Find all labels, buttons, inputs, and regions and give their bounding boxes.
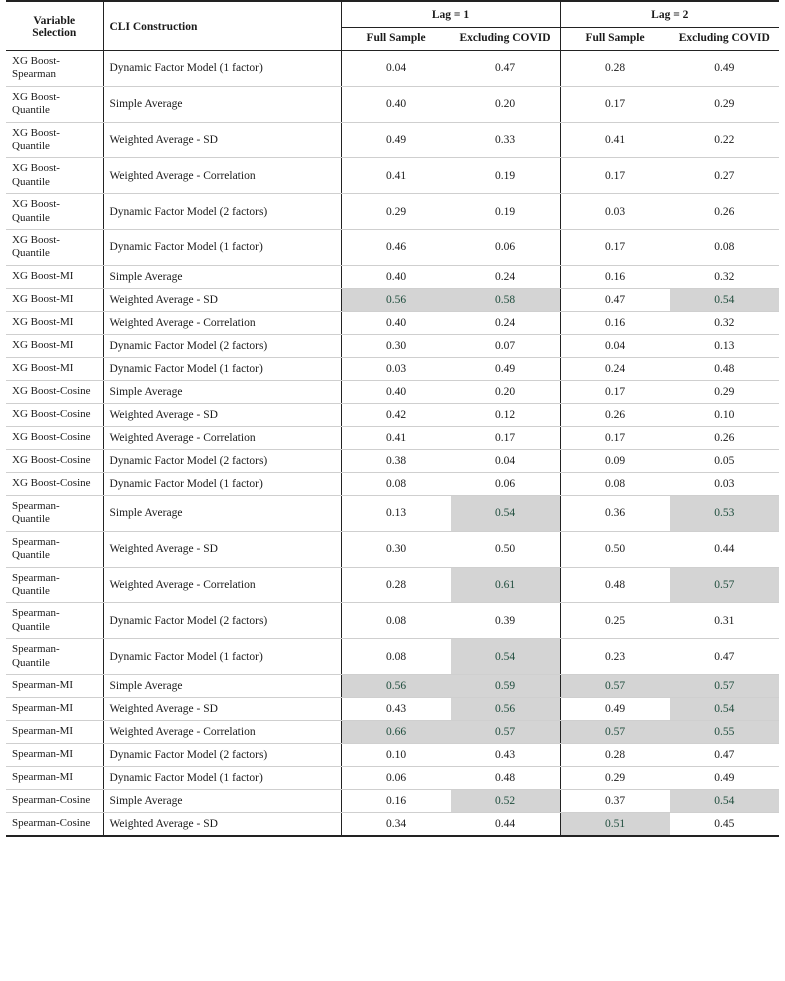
cell-variable-selection: Spearman-Cosine: [12, 817, 91, 830]
cell-variable-selection: XG Boost-Quantile: [6, 230, 103, 266]
table-row: [6, 403, 779, 426]
cell-cli-construction: Dynamic Factor Model (1 factor): [103, 357, 341, 380]
cell-lag1-full-sample: 0.30: [341, 531, 451, 567]
cell-cli-construction: Dynamic Factor Model (2 factors): [103, 194, 341, 230]
cell-lag2-excluding-covid: 0.13: [670, 334, 780, 357]
cell-cli-construction: Dynamic Factor Model (1 factor): [103, 639, 341, 675]
table-row: [6, 473, 779, 496]
cell-cli-construction: Weighted Average - Correlation: [103, 721, 341, 744]
header-lag-2: Lag = 2: [560, 1, 779, 28]
cell-lag1-full-sample: 0.40: [341, 265, 451, 288]
table-head: [6, 1, 779, 51]
cell-lag2-full-sample: 0.23: [560, 639, 670, 675]
cell-lag1-excluding-covid: 0.47: [451, 51, 561, 87]
cell-lag2-excluding-covid: 0.54: [670, 698, 780, 721]
cell-cli-construction: Simple Average: [103, 496, 341, 532]
cell-lag1-full-sample: 0.40: [341, 311, 451, 334]
cell-variable-selection: Spearman-Quantile: [6, 639, 103, 675]
cell-lag2-excluding-covid: 0.54: [670, 790, 780, 813]
cell-variable-selection: XG Boost-MI: [6, 265, 103, 288]
cell-cli-construction: Simple Average: [103, 86, 341, 122]
cell-lag1-full-sample: 0.41: [341, 426, 451, 449]
cell-variable-selection: XG Boost-Cosine: [6, 380, 103, 403]
cell-lag2-excluding-covid: 0.45: [714, 818, 735, 831]
cell-lag1-excluding-covid: 0.24: [451, 311, 561, 334]
cell-lag2-excluding-covid: 0.27: [670, 158, 780, 194]
cell-cli-construction: Dynamic Factor Model (1 factor): [103, 230, 341, 266]
cell-cli-construction: Dynamic Factor Model (2 factors): [103, 334, 341, 357]
header-lag2-full-sample: Full Sample: [560, 28, 670, 51]
table-row: [6, 767, 779, 790]
cell-lag1-full-sample: 0.10: [341, 744, 451, 767]
cell-lag2-full-sample: 0.57: [560, 721, 670, 744]
cell-cli-construction: Weighted Average - Correlation: [103, 311, 341, 334]
cell-lag1-full-sample: 0.38: [341, 450, 451, 473]
cell-lag2-full-sample: 0.17: [560, 230, 670, 266]
cell-lag2-excluding-covid: 0.05: [670, 450, 780, 473]
cell-variable-selection: Spearman-Quantile: [6, 496, 103, 532]
cell-variable-selection: Spearman-Cosine: [6, 790, 103, 813]
header-lag1-full-sample: Full Sample: [341, 28, 451, 51]
cell-cli-construction: Dynamic Factor Model (2 factors): [103, 744, 341, 767]
cell-lag1-full-sample: 0.03: [341, 357, 451, 380]
cell-lag1-excluding-covid: 0.24: [451, 265, 561, 288]
cell-lag2-excluding-covid: 0.49: [670, 767, 780, 790]
cell-lag1-excluding-covid: 0.61: [451, 567, 561, 603]
cell-lag2-excluding-covid: 0.54: [670, 288, 780, 311]
cell-lag1-excluding-covid: 0.48: [451, 767, 561, 790]
cell-variable-selection: XG Boost-Quantile: [6, 86, 103, 122]
table-row: [6, 698, 779, 721]
table-row: [6, 531, 779, 567]
cell-lag2-excluding-covid: 0.44: [670, 531, 780, 567]
cell-lag2-full-sample: 0.26: [560, 403, 670, 426]
cell-variable-selection: Spearman-Quantile: [6, 531, 103, 567]
table-row: [6, 265, 779, 288]
cell-cli-construction: Simple Average: [103, 380, 341, 403]
cell-lag1-excluding-covid: 0.52: [451, 790, 561, 813]
cell-lag1-excluding-covid: 0.50: [451, 531, 561, 567]
table-body: [6, 51, 779, 836]
cell-lag2-full-sample: 0.17: [560, 86, 670, 122]
header-variable-selection: Variable Selection: [6, 1, 103, 51]
header-lag2-excluding-covid: Excluding COVID: [670, 28, 780, 51]
cell-lag2-excluding-covid: 0.26: [670, 426, 780, 449]
cell-lag2-full-sample: 0.57: [560, 675, 670, 698]
cell-lag1-full-sample: 0.28: [341, 567, 451, 603]
cell-cli-construction: Simple Average: [103, 790, 341, 813]
cell-lag1-full-sample: 0.16: [341, 790, 451, 813]
cell-lag1-excluding-covid: 0.06: [451, 473, 561, 496]
table-bottom-rule: [6, 835, 779, 837]
cell-lag2-full-sample: 0.29: [560, 767, 670, 790]
cell-lag2-full-sample: 0.03: [560, 194, 670, 230]
cell-variable-selection: Spearman-MI: [6, 721, 103, 744]
table-row: [6, 334, 779, 357]
cell-lag1-full-sample: 0.56: [341, 675, 451, 698]
results-table: [6, 0, 779, 835]
table-row: [6, 567, 779, 603]
cell-lag2-excluding-covid: 0.49: [670, 51, 780, 87]
cell-lag2-excluding-covid: 0.26: [670, 194, 780, 230]
cell-variable-selection: XG Boost-MI: [6, 357, 103, 380]
cell-lag1-excluding-covid: 0.06: [451, 230, 561, 266]
cell-lag2-excluding-covid: 0.57: [670, 675, 780, 698]
table-row: [6, 790, 779, 813]
cell-lag1-full-sample: 0.04: [341, 51, 451, 87]
cell-cli-construction: Dynamic Factor Model (2 factors): [103, 450, 341, 473]
cell-cli-construction: Weighted Average - Correlation: [103, 158, 341, 194]
cell-lag2-excluding-covid: 0.32: [670, 265, 780, 288]
cell-cli-construction: Dynamic Factor Model (1 factor): [103, 767, 341, 790]
cell-variable-selection: XG Boost-Quantile: [6, 194, 103, 230]
header-row-groups: [6, 1, 779, 28]
cell-cli-construction: Simple Average: [103, 265, 341, 288]
cell-lag1-excluding-covid: 0.49: [451, 357, 561, 380]
cell-cli-construction: Weighted Average - Correlation: [103, 567, 341, 603]
cell-lag2-full-sample: 0.24: [560, 357, 670, 380]
cell-lag1-excluding-covid: 0.19: [451, 158, 561, 194]
table-row: [6, 496, 779, 532]
cell-lag2-full-sample: 0.17: [560, 380, 670, 403]
cell-variable-selection: Spearman-Quantile: [6, 567, 103, 603]
table-row: [6, 675, 779, 698]
cell-variable-selection: XG Boost-MI: [6, 334, 103, 357]
cell-cli-construction: Weighted Average - SD: [103, 813, 341, 836]
cell-lag1-excluding-covid: 0.44: [494, 818, 516, 831]
cell-lag2-excluding-covid: 0.22: [670, 122, 780, 158]
cell-lag2-full-sample: 0.50: [560, 531, 670, 567]
cell-lag2-full-sample: 0.17: [560, 426, 670, 449]
cell-lag1-full-sample: 0.49: [341, 122, 451, 158]
cell-lag1-full-sample: 0.13: [341, 496, 451, 532]
cell-variable-selection: XG Boost-Cosine: [6, 450, 103, 473]
cell-variable-selection: XG Boost-Cosine: [6, 403, 103, 426]
cell-variable-selection: XG Boost-Cosine: [6, 426, 103, 449]
cell-lag2-full-sample: 0.47: [560, 288, 670, 311]
cell-lag1-full-sample: 0.66: [341, 721, 451, 744]
cell-lag2-excluding-covid: 0.53: [670, 496, 780, 532]
cell-lag1-full-sample: 0.40: [341, 380, 451, 403]
cell-cli-construction: Weighted Average - SD: [103, 288, 341, 311]
table-row: [6, 86, 779, 122]
cell-lag1-full-sample: 0.46: [341, 230, 451, 266]
cell-variable-selection: XG Boost-Spearman: [6, 51, 103, 87]
cell-lag1-full-sample: 0.30: [341, 334, 451, 357]
cell-lag2-full-sample: 0.49: [560, 698, 670, 721]
table-row: [6, 744, 779, 767]
table-row: [6, 380, 779, 403]
cell-lag2-excluding-covid: 0.31: [670, 603, 780, 639]
cell-lag2-full-sample: 0.51: [560, 813, 670, 836]
cell-lag1-full-sample: 0.41: [341, 158, 451, 194]
table-row: [6, 230, 779, 266]
cell-lag1-full-sample: 0.08: [341, 603, 451, 639]
cell-lag2-excluding-covid: 0.03: [670, 473, 780, 496]
cell-lag1-full-sample: 0.06: [341, 767, 451, 790]
cell-lag1-full-sample: 0.43: [341, 698, 451, 721]
cell-lag2-full-sample: 0.16: [560, 265, 670, 288]
table-row: [6, 194, 779, 230]
cell-lag1-full-sample: 0.08: [341, 639, 451, 675]
cell-lag2-excluding-covid: 0.55: [670, 721, 780, 744]
cell-lag2-excluding-covid: 0.08: [670, 230, 780, 266]
cell-lag1-excluding-covid: 0.56: [451, 698, 561, 721]
cell-lag1-excluding-covid: 0.33: [451, 122, 561, 158]
cell-lag2-excluding-covid: 0.29: [670, 86, 780, 122]
cell-variable-selection: Spearman-MI: [6, 698, 103, 721]
cell-lag1-excluding-covid: 0.07: [451, 334, 561, 357]
cell-lag2-full-sample: 0.37: [560, 790, 670, 813]
cell-lag2-excluding-covid: 0.10: [670, 403, 780, 426]
table-row: [6, 813, 779, 836]
cell-lag1-full-sample: 0.56: [341, 288, 451, 311]
cell-cli-construction: Dynamic Factor Model (1 factor): [103, 473, 341, 496]
cell-lag2-excluding-covid: 0.47: [670, 744, 780, 767]
cell-variable-selection: Spearman-MI: [6, 675, 103, 698]
cell-variable-selection: Spearman-Quantile: [6, 603, 103, 639]
cell-cli-construction: Weighted Average - Correlation: [103, 426, 341, 449]
cell-cli-construction: Dynamic Factor Model (1 factor): [103, 51, 341, 87]
cell-lag1-full-sample: 0.08: [341, 473, 451, 496]
cell-lag2-excluding-covid: 0.47: [670, 639, 780, 675]
cell-variable-selection: XG Boost-Quantile: [6, 122, 103, 158]
table-row: [6, 639, 779, 675]
cell-lag2-excluding-covid: 0.32: [670, 311, 780, 334]
table-row: [6, 288, 779, 311]
cell-lag2-full-sample: 0.08: [560, 473, 670, 496]
cell-lag2-full-sample: 0.04: [560, 334, 670, 357]
header-cli-construction: CLI Construction: [103, 1, 341, 51]
cell-lag1-excluding-covid: 0.20: [451, 86, 561, 122]
cell-lag2-full-sample: 0.48: [560, 567, 670, 603]
cell-lag1-excluding-covid: 0.17: [451, 426, 561, 449]
cell-lag1-excluding-covid: 0.58: [451, 288, 561, 311]
cell-lag1-excluding-covid: 0.12: [451, 403, 561, 426]
cell-lag2-excluding-covid: 0.48: [670, 357, 780, 380]
table-row: [6, 122, 779, 158]
cell-lag1-excluding-covid: 0.19: [451, 194, 561, 230]
cell-lag1-excluding-covid: 0.54: [451, 496, 561, 532]
cell-lag2-excluding-covid: 0.29: [670, 380, 780, 403]
cell-lag2-full-sample: 0.28: [560, 51, 670, 87]
cell-lag2-full-sample: 0.25: [560, 603, 670, 639]
cell-cli-construction: Simple Average: [103, 675, 341, 698]
cell-variable-selection: Spearman-MI: [6, 767, 103, 790]
cell-lag1-excluding-covid: 0.57: [451, 721, 561, 744]
cell-variable-selection: XG Boost-MI: [6, 288, 103, 311]
cell-variable-selection: Spearman-MI: [6, 744, 103, 767]
cell-cli-construction: Weighted Average - SD: [103, 403, 341, 426]
cell-lag1-excluding-covid: 0.54: [451, 639, 561, 675]
table-row: [6, 426, 779, 449]
cell-lag1-full-sample: 0.34: [341, 813, 451, 836]
cell-lag1-full-sample: 0.42: [341, 403, 451, 426]
cell-cli-construction: Weighted Average - SD: [103, 531, 341, 567]
table-row: [6, 603, 779, 639]
cell-lag1-full-sample: 0.40: [341, 86, 451, 122]
cell-lag2-excluding-covid: 0.57: [670, 567, 780, 603]
cell-lag1-excluding-covid: 0.39: [451, 603, 561, 639]
cell-lag2-full-sample: 0.17: [560, 158, 670, 194]
cell-lag1-excluding-covid: 0.43: [451, 744, 561, 767]
cell-variable-selection: XG Boost-Cosine: [6, 473, 103, 496]
cell-variable-selection: XG Boost-MI: [6, 311, 103, 334]
cell-lag1-excluding-covid: 0.04: [451, 450, 561, 473]
cell-lag2-full-sample: 0.28: [560, 744, 670, 767]
table-row: [6, 158, 779, 194]
cell-lag1-full-sample: 0.29: [341, 194, 451, 230]
cell-lag2-full-sample: 0.16: [560, 311, 670, 334]
cell-cli-construction: Weighted Average - SD: [103, 122, 341, 158]
table-row: [6, 357, 779, 380]
header-lag1-excluding-covid: Excluding COVID: [451, 28, 561, 51]
cell-cli-construction: Dynamic Factor Model (2 factors): [103, 603, 341, 639]
header-lag-1: Lag = 1: [341, 1, 560, 28]
cell-lag1-excluding-covid: 0.59: [451, 675, 561, 698]
table-row: [6, 51, 779, 87]
cell-variable-selection: XG Boost-Quantile: [6, 158, 103, 194]
cell-lag2-full-sample: 0.09: [560, 450, 670, 473]
cell-lag2-full-sample: 0.41: [560, 122, 670, 158]
table-row: [6, 721, 779, 744]
cell-cli-construction: Weighted Average - SD: [103, 698, 341, 721]
cell-lag1-excluding-covid: 0.20: [451, 380, 561, 403]
table-row: [6, 311, 779, 334]
cell-lag2-full-sample: 0.36: [560, 496, 670, 532]
table-row: [6, 450, 779, 473]
